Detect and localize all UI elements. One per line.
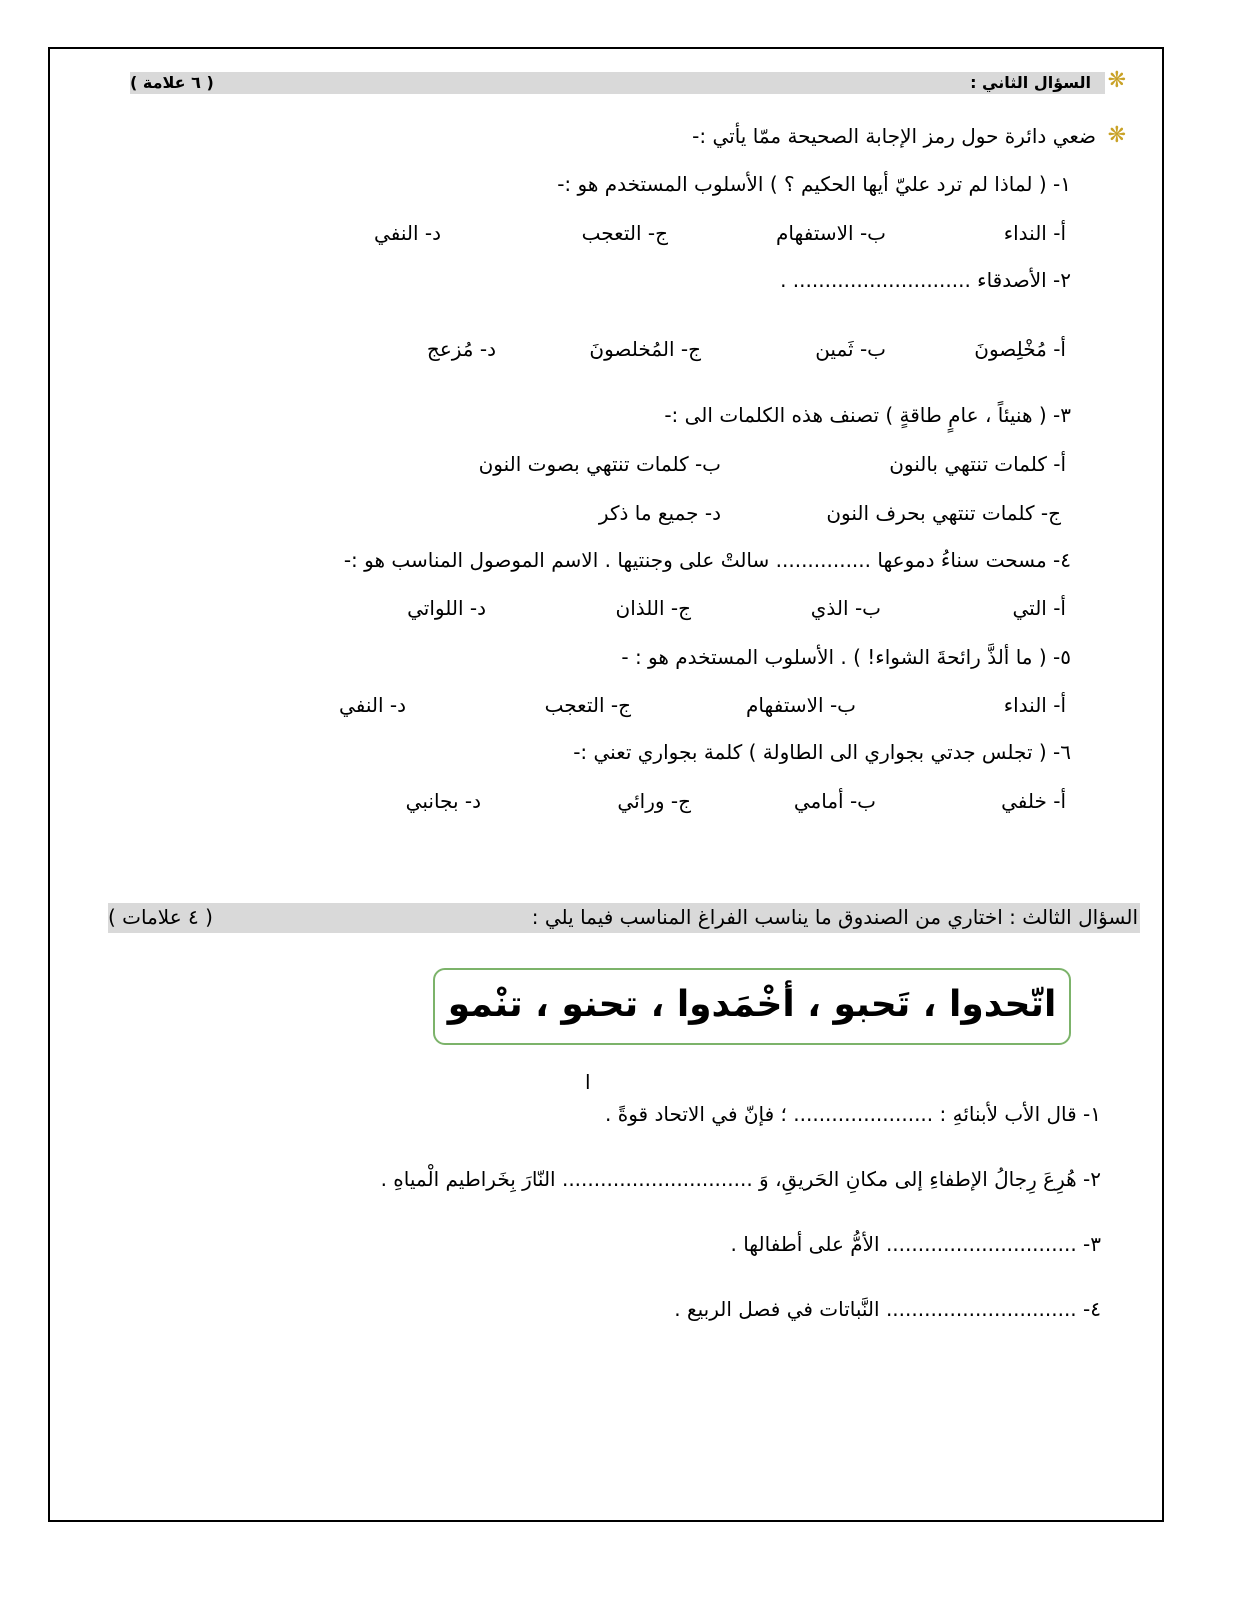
mcq-6-option-d: د- بجانبي [405, 789, 481, 813]
mcq-5-option-d: د- النفي [339, 693, 406, 717]
mcq-1-option-a: أ- النداء [1003, 221, 1066, 245]
mcq-2-option-d: د- مُزعج [426, 337, 496, 361]
mcq-6-stem: ٦- ( تجلس جدتي بجواري الى الطاولة ) كلمة بجواري تعني :- [573, 740, 1071, 764]
mcq-2-option-a: أ- مُخْلِصونَ [974, 337, 1066, 361]
mcq-6-option-b: ب- أمامي [793, 789, 876, 813]
mcq-2-option-c: ج- المُخلصونَ [589, 337, 701, 361]
word-bank-text: اتّحدوا ، تَحبو ، أخْمَدوا ، تحنو ، تنْمو [447, 984, 1057, 1025]
fill-in-item-4: ٤- .............................. النَّباتات في فصل الربيع . [674, 1297, 1101, 1321]
question-2-title: السؤال الثاني : [970, 73, 1091, 92]
mcq-4-stem: ٤- مسحت سناءُ دموعها ............... سالتْ على وجنتيها . الاسم الموصول المناسب هو :- [343, 548, 1071, 572]
question-2-header-bar [130, 72, 1105, 94]
mcq-5-stem: ٥- ( ما ألذَّ رائحةَ الشواء! ) . الأسلوب المستخدم هو : - [621, 645, 1071, 669]
fill-in-item-1: ١- قال الأب لأبنائهِ : ...................... ؛ فإنّ في الاتحاد قوةً . [605, 1102, 1101, 1126]
mcq-3-option-c: ج- كلمات تنتهي بحرف النون [826, 501, 1061, 525]
question-3-marks: ( ٤ علامات ) [108, 905, 213, 929]
star-icon: ❋ [1107, 68, 1126, 93]
mcq-6-option-a: أ- خلفي [1001, 789, 1066, 813]
mcq-2-stem: ٢- الأصدقاء ............................ . [780, 268, 1071, 292]
mcq-2-option-b: ب- ثَمين [815, 337, 886, 361]
mcq-3-option-a: أ- كلمات تنتهي بالنون [889, 452, 1066, 476]
mcq-1-option-c: ج- التعجب [581, 221, 668, 245]
mcq-1-stem: ١- ( لماذا لم ترد عليّ أيها الحكيم ؟ ) الأسلوب المستخدم هو :- [557, 172, 1071, 196]
mcq-4-option-a: أ- التي [1012, 596, 1066, 620]
mcq-5-option-b: ب- الاستفهام [746, 693, 856, 717]
question-2-instruction: ضعي دائرة حول رمز الإجابة الصحيحة ممّا يأتي :- [692, 124, 1096, 148]
mcq-3-option-d: د- جميع ما ذكر [598, 501, 721, 525]
mcq-3-option-b: ب- كلمات تنتهي بصوت النون [478, 452, 721, 476]
word-bank-box [433, 968, 1071, 1045]
question-2-marks: ( ٦ علامة ) [130, 73, 214, 92]
star-icon: ❋ [1107, 123, 1126, 148]
mcq-6-option-c: ج- ورائي [617, 789, 691, 813]
mcq-4-option-b: ب- الذي [810, 596, 881, 620]
fill-in-item-3: ٣- .............................. الأمُّ على أطفالها . [730, 1232, 1101, 1256]
mcq-5-option-c: ج- التعجب [544, 693, 631, 717]
stray-mark: ا [585, 1070, 591, 1094]
question-3-title: السؤال الثالث : اختاري من الصندوق ما يناسب الفراغ المناسب فيما يلي : [531, 905, 1138, 929]
mcq-4-option-d: د- اللواتي [407, 596, 486, 620]
mcq-1-option-d: د- النفي [374, 221, 441, 245]
fill-in-item-2: ٢- هُرِعَ رِجالُ الإطفاءِ إلى مكانِ الحَريقِ، وَ .............................. النّارَ بِخَراطيم الْمياهِ . [380, 1167, 1101, 1191]
mcq-3-stem: ٣- ( هنيئاً ، عامٍ طاقةٍ ) تصنف هذه الكلمات الى :- [664, 403, 1071, 427]
mcq-4-option-c: ج- اللذان [615, 596, 691, 620]
mcq-5-option-a: أ- النداء [1003, 693, 1066, 717]
mcq-1-option-b: ب- الاستفهام [776, 221, 886, 245]
